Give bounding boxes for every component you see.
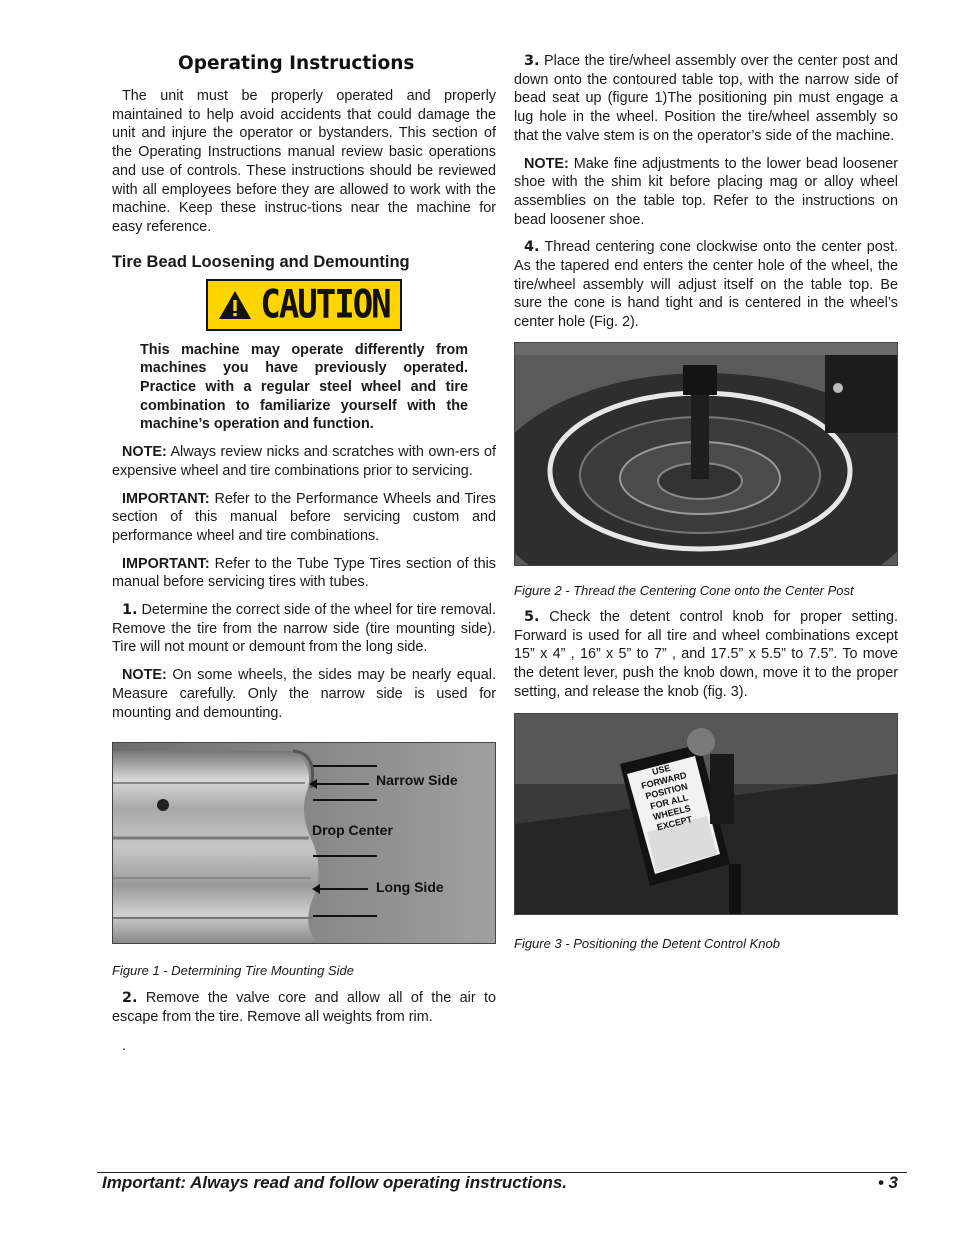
detent-knob-image: [515, 714, 897, 914]
figure-3-caption: Figure 3 - Positioning the Detent Control Knob: [514, 936, 780, 952]
long-side-top-line: [313, 855, 377, 857]
step-5: 5. Check the detent control knob for proper setting. Forward is used for all tire and wheel combinations except 15” x 4” , 16” x 5” to 7” , and 17.5” x 5.5” to 7.5”. To move the detent lever, push the knob down, move it to the proper setting, and release the knob (fig. 3).: [514, 608, 898, 700]
step-2: 2. Remove the valve core and allow all of the air to escape from the tire. Remove all weights from rim.: [112, 990, 496, 1025]
figure-1-photo: [112, 742, 496, 944]
narrow-side-arrow: [315, 783, 369, 785]
drop-center-label: Drop Center: [312, 822, 393, 839]
intro-paragraph: The unit must be properly operated and properly maintained to help avoid accidents that could damage the unit and injure the operator or bystanders. This section of the Operating Instructions manual review basic operations and use of controls. These instructions should be reviewed with all employees before they are allowed to work with the machine. Keep these instruc-tions near the machine for easy reference.: [112, 88, 496, 235]
caution-text: This machine may operate differently from machines you have previously operated. Practice with a regular steel wheel and tire combination to familiarize yourself with the machine’s operation and function.: [140, 341, 468, 433]
note-1: NOTE: Always review nicks and scratches with own-ers of expensive wheel and tire combinations prior to servicing.: [112, 444, 496, 479]
note-2: NOTE: On some wheels, the sides may be nearly equal. Measure carefully. Only the narrow side is used for mounting and demounting.: [112, 667, 496, 721]
figure-2-photo: [514, 342, 898, 566]
right-column: [514, 52, 898, 952]
left-column: [112, 50, 496, 1064]
footer-text: Important: Always read and follow operating instructions.: [102, 1173, 568, 1192]
warning-triangle-icon: [218, 289, 252, 321]
stray-dot: .: [122, 1037, 126, 1054]
page-footer: [102, 1172, 898, 1194]
figure-2-caption: Figure 2 - Thread the Centering Cone onto the Center Post: [514, 582, 854, 598]
long-side-label: Long Side: [376, 879, 444, 896]
long-side-arrow: [318, 888, 368, 890]
caution-text-block: [140, 341, 468, 435]
caution-sign: [206, 279, 402, 331]
note-3: NOTE: Make fine adjustments to the lower bead loosener shoe with the shim kit before placing mag or alloy wheel assemblies on the table top. Refer to the instructions on bead loosener shoe.: [514, 155, 898, 228]
figure-3-photo: [514, 713, 898, 915]
subsection-title: Tire Bead Loosening and Demounting: [112, 252, 410, 271]
section-title: Operating Instructions: [178, 53, 415, 74]
narrow-side-bottom-line: [313, 799, 377, 801]
important-2: IMPORTANT: Refer to the Tube Type Tires section of this manual before servicing tires with tubes.: [112, 555, 496, 591]
step-4: 4. Thread centering cone clockwise onto the center post. As the tapered end enters the center hole of the wheel, the tire/wheel assembly will adjust itself on the table top. Be sure the cone is hand tight and is centered in the wheel’s center hole (Fig. 2).: [514, 239, 898, 331]
narrow-side-top-line: [313, 765, 377, 767]
step-1: 1. Determine the correct side of the wheel for tire removal. Remove the tire from the narrow side (tire mounting side). Tire will not mount or demount from the long side.: [112, 602, 496, 656]
important-1: IMPORTANT: Refer to the Performance Wheels and Tires section of this manual before servicing custom and performance wheel and tire combinations.: [112, 490, 496, 544]
long-side-bottom-line: [313, 915, 377, 917]
caution-label: CAUTION: [260, 281, 390, 328]
narrow-side-label: Narrow Side: [376, 772, 458, 789]
step-3: 3. Place the tire/wheel assembly over the center post and down onto the contoured table top, with the narrow side of bead seat up (figure 1)The positioning pin must engage a lug hole in the wheel. Position the tire/wheel assembly so that the valve stem is on the operator’s side of the machine.: [514, 53, 898, 144]
knob-decal-text: USE FORWARD POSITION FOR ALL WHEELS EXCEPT: [640, 763, 694, 833]
centering-cone-image: [515, 343, 897, 565]
figure-1-caption: Figure 1 - Determining Tire Mounting Side: [112, 963, 354, 979]
page-number: • 3: [877, 1173, 898, 1192]
